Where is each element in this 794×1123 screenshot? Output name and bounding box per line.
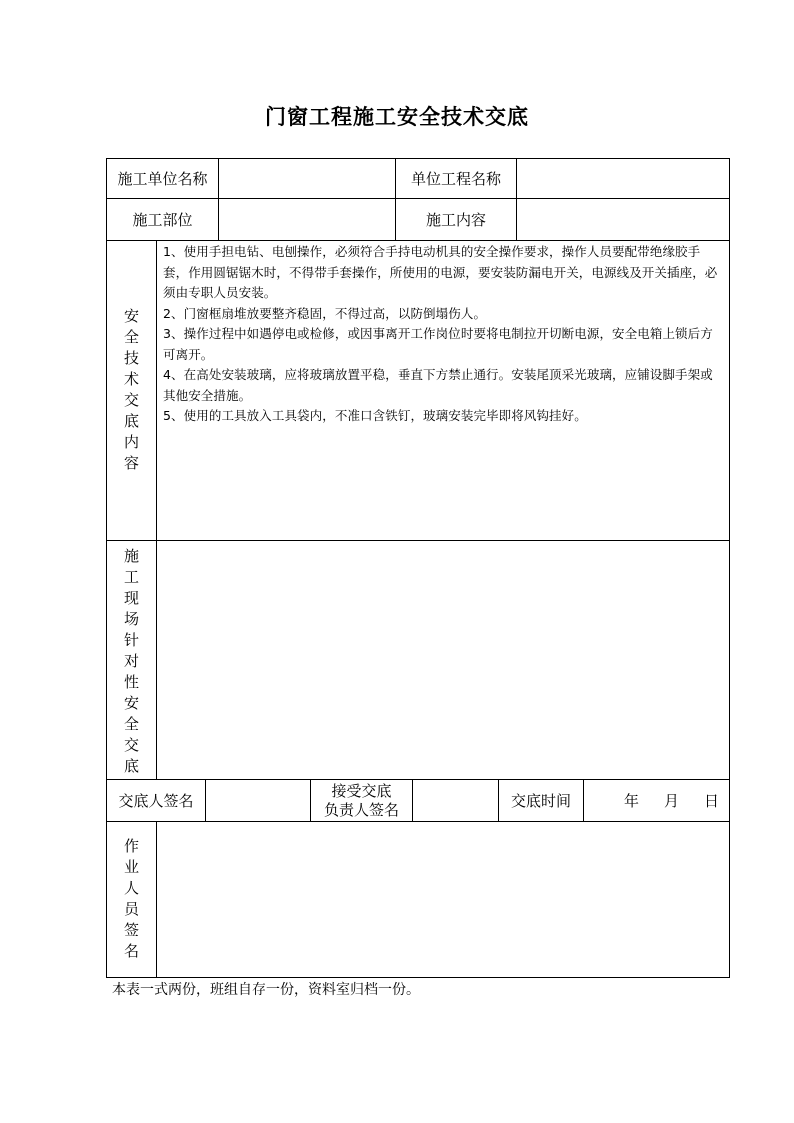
unit-name-field[interactable] [219,159,395,198]
receiver-label [311,780,412,821]
label-char: 针 [123,631,139,649]
safety-item: 5、使用的工具放入工具袋内，不准口含铁钉，玻璃安装完毕即将风钩挂好。 [163,408,587,423]
safety-disclosure-label [107,306,156,474]
label-char: 底 [123,412,139,430]
year-label: 年 [624,792,640,810]
label-char: 名 [123,942,139,960]
label-char: 对 [123,652,139,670]
construction-content-label: 施工内容 [425,211,486,229]
receiver-signature-field[interactable] [413,780,498,821]
label-char: 全 [123,328,139,346]
safety-item: 3、操作过程中如遇停电或检修，或因事离开工作岗位时要将电制拉开切断电源，安全电箱上锁后方可离开。 [163,326,713,362]
discloser-signature-field[interactable] [206,780,310,821]
label-char: 容 [123,454,139,472]
label-char: 施 [123,547,139,565]
disclosure-time-label: 交底时间 [510,792,571,810]
label-char: 现 [123,589,139,607]
safety-item: 2、门窗框扇堆放要整齐稳固，不得过高，以防倒塌伤人。 [163,305,487,321]
discloser-label: 交底人签名 [118,792,194,810]
unit-name-label: 施工单位名称 [117,170,208,188]
site-disclosure-field[interactable] [157,541,729,779]
day-label: 日 [704,792,720,810]
site-disclosure-label [107,546,156,777]
document-title: 门窗工程施工安全技术交底 [265,104,529,129]
receiver-label-line2: 负责人签名 [323,800,399,819]
workers-signature-field[interactable] [157,822,729,977]
label-char: 业 [123,858,139,876]
label-char: 安 [123,694,139,712]
construction-part-label: 施工部位 [132,211,193,229]
label-char: 性 [123,673,139,691]
disclosure-date-field[interactable] [584,780,729,821]
label-char: 工 [123,568,139,586]
safety-disclosure-content [163,242,725,427]
label-char: 术 [123,370,139,388]
project-name-label: 单位工程名称 [410,170,501,188]
label-char: 底 [123,757,139,775]
construction-part-field[interactable] [219,199,395,240]
month-label: 月 [664,792,680,810]
label-char: 作 [123,837,139,855]
label-char: 交 [123,391,139,409]
label-char: 交 [123,736,139,754]
construction-content-field[interactable] [517,199,729,240]
workers-signature-label [107,836,156,962]
footer-note: 本表一式两份，班组自存一份，资料室归档一份。 [112,982,420,998]
receiver-label-line1: 接受交底 [331,781,392,800]
label-char: 全 [123,715,139,733]
label-char: 人 [123,879,139,897]
row-divider [106,240,730,241]
safety-item: 4、在高处安装玻璃，应将玻璃放置平稳，垂直下方禁止通行。安装尾顶采光玻璃，应铺设脚手架或其他安全措施。 [163,367,713,403]
label-char: 安 [123,307,139,325]
label-char: 员 [123,900,139,918]
project-name-field[interactable] [517,159,729,198]
label-char: 签 [123,921,139,939]
safety-item: 1、使用手担电钻、电刨操作，必须符合手持电动机具的安全操作要求，操作人员要配带绝缘胶手套，作用圆锯锯木时，不得带手套操作，所使用的电源，要安装防漏电开关，电源线及开关插座，必须由专职人员安装。 [163,244,718,300]
label-char: 内 [123,433,139,451]
label-char: 技 [123,349,139,367]
label-char: 场 [123,610,139,628]
